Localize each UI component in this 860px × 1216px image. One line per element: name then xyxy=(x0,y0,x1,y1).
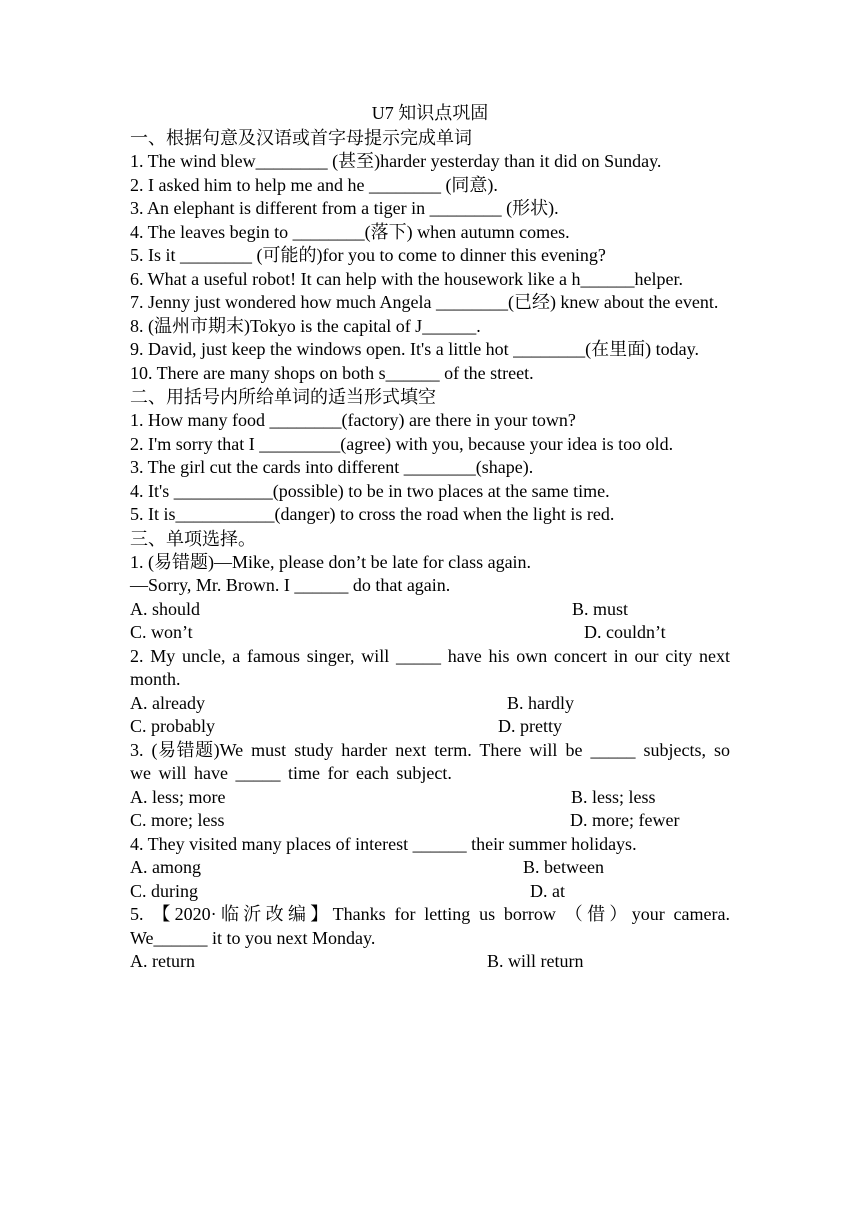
option-a: A. among xyxy=(130,857,201,877)
option-a: A. return xyxy=(130,951,195,971)
section-3 xyxy=(130,527,730,974)
option-b: B. will return xyxy=(487,951,584,971)
s1-question-2: 2. I asked him to help me and he ________ (同意). xyxy=(130,174,498,195)
option-b: B. between xyxy=(523,857,604,877)
s3-question-4-stem: 4. They visited many places of interest ______ their summer holidays. xyxy=(130,833,637,854)
option-a: A. less; more xyxy=(130,786,226,807)
worksheet-page xyxy=(130,100,730,974)
option-d: D. at xyxy=(530,880,565,901)
s3-question-5-options-ab xyxy=(130,950,730,974)
page-title: U7 知识点巩固 xyxy=(371,103,489,123)
s2-question-3: 3. The girl cut the cards into different ________(shape). xyxy=(130,457,534,477)
s3-question-1-options-ab xyxy=(130,598,730,622)
s2-question-4: 4. It's ___________(possible) to be in two places at the same time. xyxy=(130,480,610,501)
s2-question-2: 2. I'm sorry that I _________(agree) with you, because your idea is too old. xyxy=(130,433,674,454)
s3-question-5-stem: 5. 【2020·临沂改编】Thanks for letting us borrow （借）your camera. We______ it to you next Monday. xyxy=(130,904,730,948)
option-c: C. won’t xyxy=(130,622,193,642)
option-c: C. during xyxy=(130,880,199,901)
s3-question-3-stem: 3. (易错题)We must study harder next term. There will be _____ subjects, so we will have _____ time for each subject. xyxy=(130,739,730,783)
s3-question-2-options-ab xyxy=(130,692,730,716)
s3-question-2-options-cd xyxy=(130,715,730,739)
s3-question-1-options-cd xyxy=(130,621,730,645)
section-2-heading: 二、用括号内所给单词的适当形式填空 xyxy=(130,387,436,407)
option-d: D. couldn’t xyxy=(584,622,666,642)
s3-question-3-options-ab xyxy=(130,786,730,810)
option-c: C. probably xyxy=(130,716,215,736)
option-b: B. must xyxy=(572,598,629,619)
s3-question-4-options-cd xyxy=(130,880,730,904)
s3-question-1-stem: 1. (易错题)—Mike, please don’t be late for class again. xyxy=(130,551,532,572)
s1-question-8: 8. (温州市期末)Tokyo is the capital of J______. xyxy=(130,315,481,336)
option-a: A. should xyxy=(130,598,201,619)
option-d: D. pretty xyxy=(498,716,562,736)
option-b: B. hardly xyxy=(507,692,574,713)
section-1 xyxy=(130,126,730,385)
s1-question-1: 1. The wind blew________ (甚至)harder yesterday than it did on Sunday. xyxy=(130,151,662,171)
s1-question-3: 3. An elephant is different from a tiger in ________ (形状). xyxy=(130,198,559,218)
s3-question-2-stem: 2. My uncle, a famous singer, will _____ have his own concert in our city next month. xyxy=(130,645,730,689)
s3-question-4-options-ab xyxy=(130,856,730,880)
section-2 xyxy=(130,385,730,527)
s2-question-1: 1. How many food ________(factory) are there in your town? xyxy=(130,410,576,430)
s3-question-1-reply: —Sorry, Mr. Brown. I ______ do that again. xyxy=(130,575,451,595)
s1-question-9: 9. David, just keep the windows open. It's a little hot ________(在里面) today. xyxy=(130,339,699,359)
option-c: C. more; less xyxy=(130,810,225,830)
s1-question-5: 5. Is it ________ (可能的)for you to come to dinner this evening? xyxy=(130,245,606,265)
option-a: A. already xyxy=(130,692,205,713)
s1-question-7: 7. Jenny just wondered how much Angela ________(已经) knew about the event. xyxy=(130,292,719,312)
option-d: D. more; fewer xyxy=(570,810,680,830)
s1-question-4: 4. The leaves begin to ________(落下) when autumn comes. xyxy=(130,221,570,242)
s1-question-10: 10. There are many shops on both s______ of the street. xyxy=(130,362,534,383)
section-3-heading: 三、单项选择。 xyxy=(130,528,256,549)
s2-question-5: 5. It is___________(danger) to cross the road when the light is red. xyxy=(130,504,615,524)
s3-question-3-options-cd xyxy=(130,809,730,833)
s1-question-6: 6. What a useful robot! It can help with the housework like a h______helper. xyxy=(130,268,684,289)
section-1-heading: 一、根据句意及汉语或首字母提示完成单词 xyxy=(130,128,472,148)
option-b: B. less; less xyxy=(571,786,656,807)
